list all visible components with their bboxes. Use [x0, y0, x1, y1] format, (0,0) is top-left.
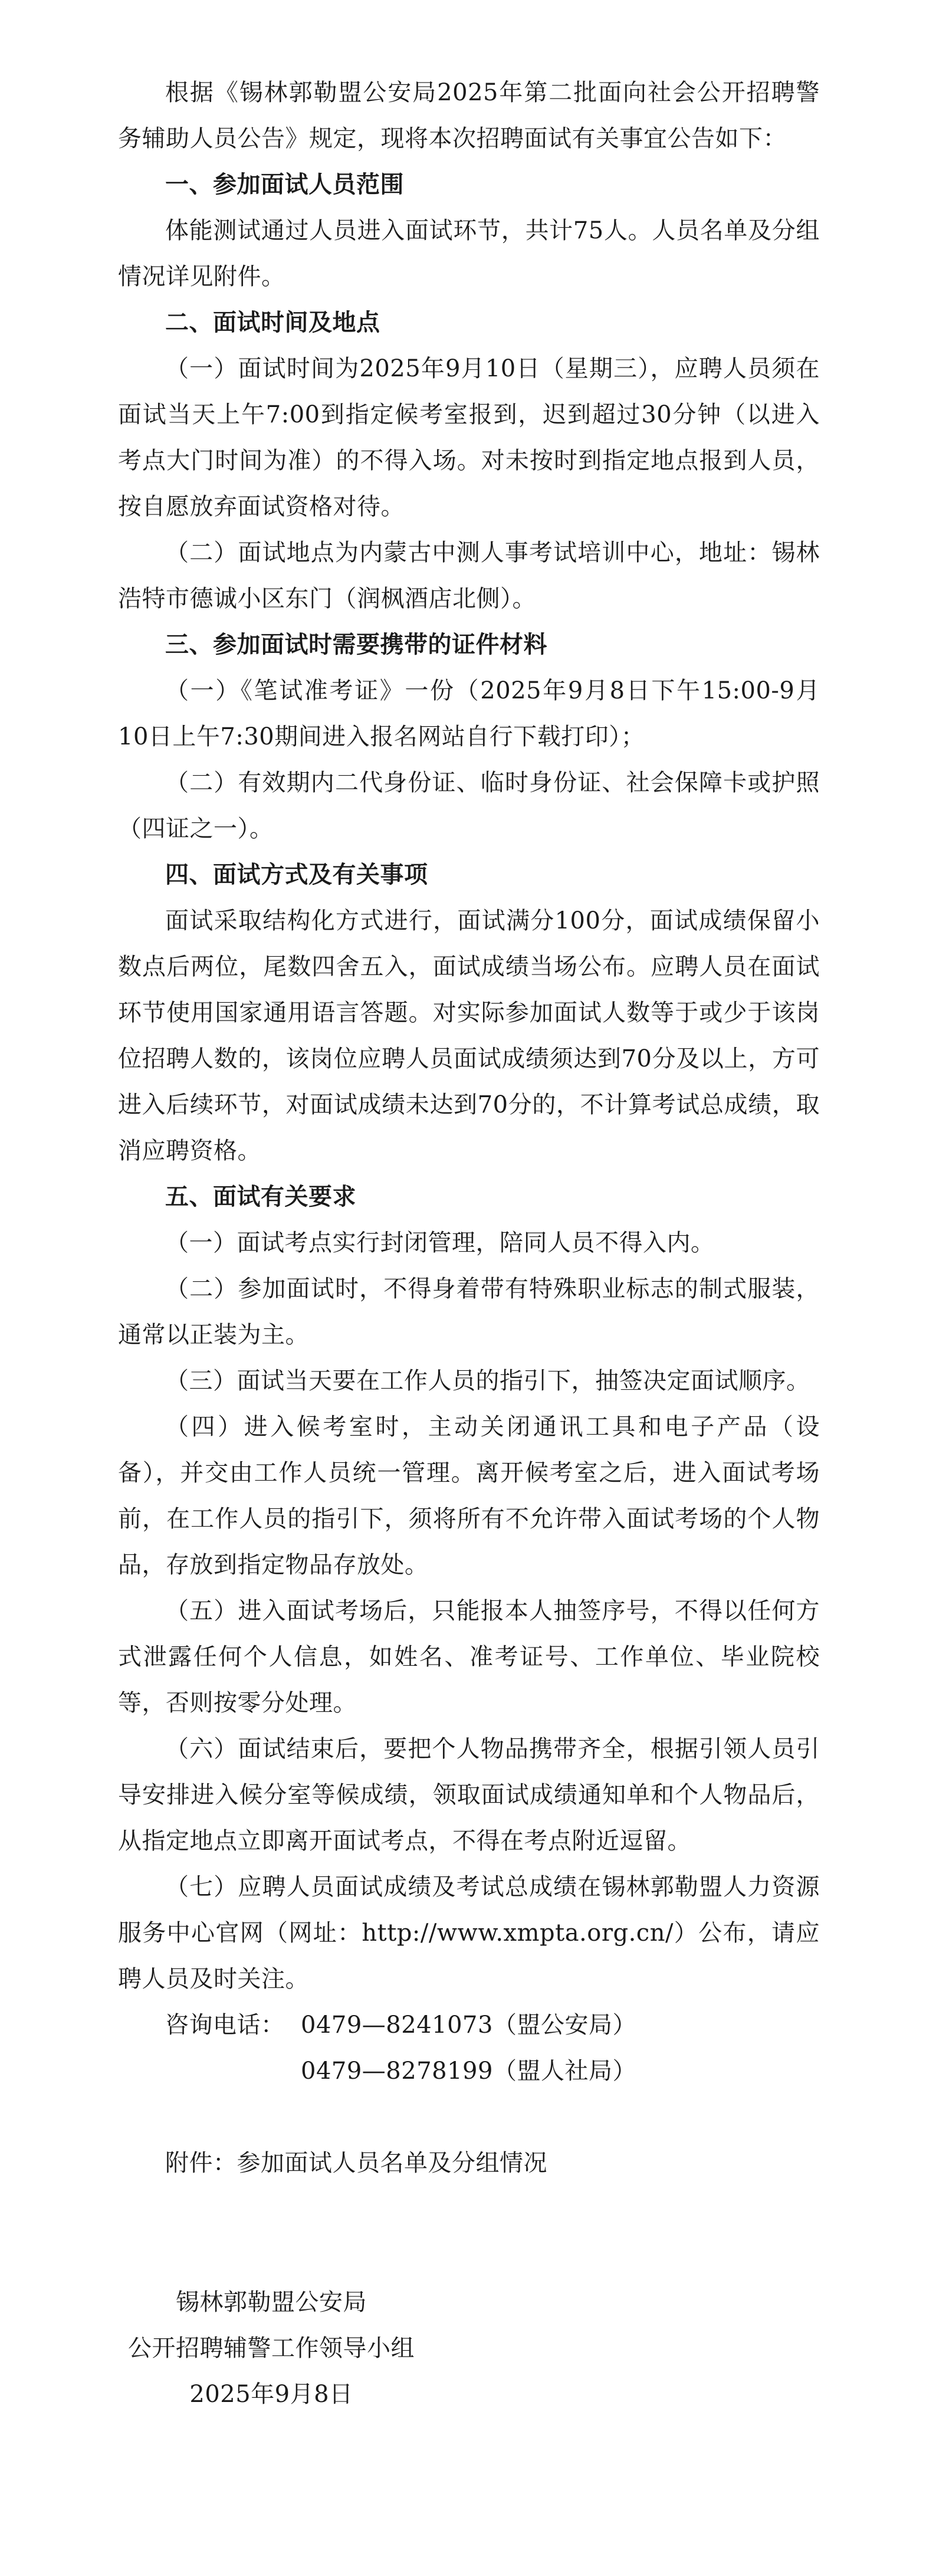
- section-5-paragraph-2: （二）参加面试时，不得身着带有特殊职业标志的制式服装，通常以正装为主。: [118, 1275, 820, 1348]
- section-3-paragraph-2: （二）有效期内二代身份证、临时身份证、社会保障卡或护照（四证之一）。: [118, 769, 820, 842]
- signature-group: 公开招聘辅警工作领导小组: [128, 2335, 415, 2362]
- section-5-paragraph-4: （四）进入候考室时，主动关闭通讯工具和电子产品（设备），并交由工作人员统一管理。离开候考室之后，进入面试考场前，在工作人员的指引下，须将所有不允许带入面试考场的个人物品，存放到指定物品存放处。: [118, 1413, 820, 1579]
- section-2-paragraph-2: （二）面试地点为内蒙古中测人事考试培训中心，地址：锡林浩特市德诚小区东门（润枫酒店北侧）。: [118, 539, 820, 612]
- section-5-paragraph-5: （五）进入面试考场后，只能报本人抽签序号，不得以任何方式泄露任何个人信息，如姓名、准考证号、工作单位、毕业院校等，否则按零分处理。: [118, 1597, 820, 1717]
- section-3-paragraph-1: （一）《笔试准考证》一份（2025年9月8日下午15:00-9月10日上午7:30期间进入报名网站自行下载打印）；: [118, 677, 820, 750]
- contact-phone-2: 0479—8278199（盟人社局）: [301, 2057, 636, 2085]
- section-5-paragraph-3: （三）面试当天要在工作人员的指引下，抽签决定面试顺序。: [165, 1367, 810, 1394]
- section-2-paragraph-1: （一）面试时间为2025年9月10日（星期三），应聘人员须在面试当天上午7:00到指定候考室报到，迟到超过30分钟（以进入考点大门时间为准）的不得入场。对未按时到指定地点报到人员，按自愿放弃面试资格对待。: [118, 355, 820, 520]
- section-5-paragraph-7: （七）应聘人员面试成绩及考试总成绩在锡林郭勒盟人力资源服务中心官网（网址：http://www.xmpta.org.cn/）公布，请应聘人员及时关注。: [118, 1873, 820, 1993]
- section-3-heading: 三、参加面试时需要携带的证件材料: [165, 631, 547, 658]
- contact-block: [118, 2002, 820, 2094]
- intro-paragraph: 根据《锡林郭勒盟公安局2025年第二批面向社会公开招聘警务辅助人员公告》规定，现将本次招聘面试有关事宜公告如下：: [118, 79, 820, 152]
- section-5-paragraph-6: （六）面试结束后，要把个人物品携带齐全，根据引领人员引导安排进入候分室等候成绩，领取面试成绩通知单和个人物品后，从指定地点立即离开面试考点，不得在考点附近逗留。: [118, 1735, 820, 1855]
- announcement-body: [118, 70, 820, 2417]
- signature-date: 2025年9月8日: [189, 2381, 353, 2408]
- contact-line-1: [118, 2002, 820, 2048]
- section-4-paragraph-1: 面试采取结构化方式进行，面试满分100分，面试成绩保留小数点后两位，尾数四舍五入，面试成绩当场公布。应聘人员在面试环节使用国家通用语言答题。对实际参加面试人数等于或少于该岗位招聘人数的，该岗位应聘人员面试成绩须达到70分及以上，方可进入后续环节，对面试成绩未达到70分的，不计算考试总成绩，取消应聘资格。: [118, 907, 820, 1164]
- section-1-paragraph-1: 体能测试通过人员进入面试环节，共计75人。人员名单及分组情况详见附件。: [118, 217, 820, 290]
- contact-phone-1: 0479—8241073（盟公安局）: [301, 2011, 636, 2039]
- signature-org: 锡林郭勒盟公安局: [176, 2289, 367, 2316]
- section-5-heading: 五、面试有关要求: [165, 1183, 356, 1210]
- section-4-heading: 四、面试方式及有关事项: [165, 861, 428, 888]
- contact-label: 咨询电话：: [165, 2011, 285, 2039]
- section-2-heading: 二、面试时间及地点: [165, 309, 380, 336]
- contact-line-2: [118, 2048, 820, 2094]
- attachment-note: 附件：参加面试人员名单及分组情况: [165, 2150, 547, 2177]
- signature-block: [118, 2279, 425, 2417]
- section-1-heading: 一、参加面试人员范围: [165, 170, 404, 198]
- section-5-paragraph-1: （一）面试考点实行封闭管理，陪同人员不得入内。: [165, 1229, 715, 1256]
